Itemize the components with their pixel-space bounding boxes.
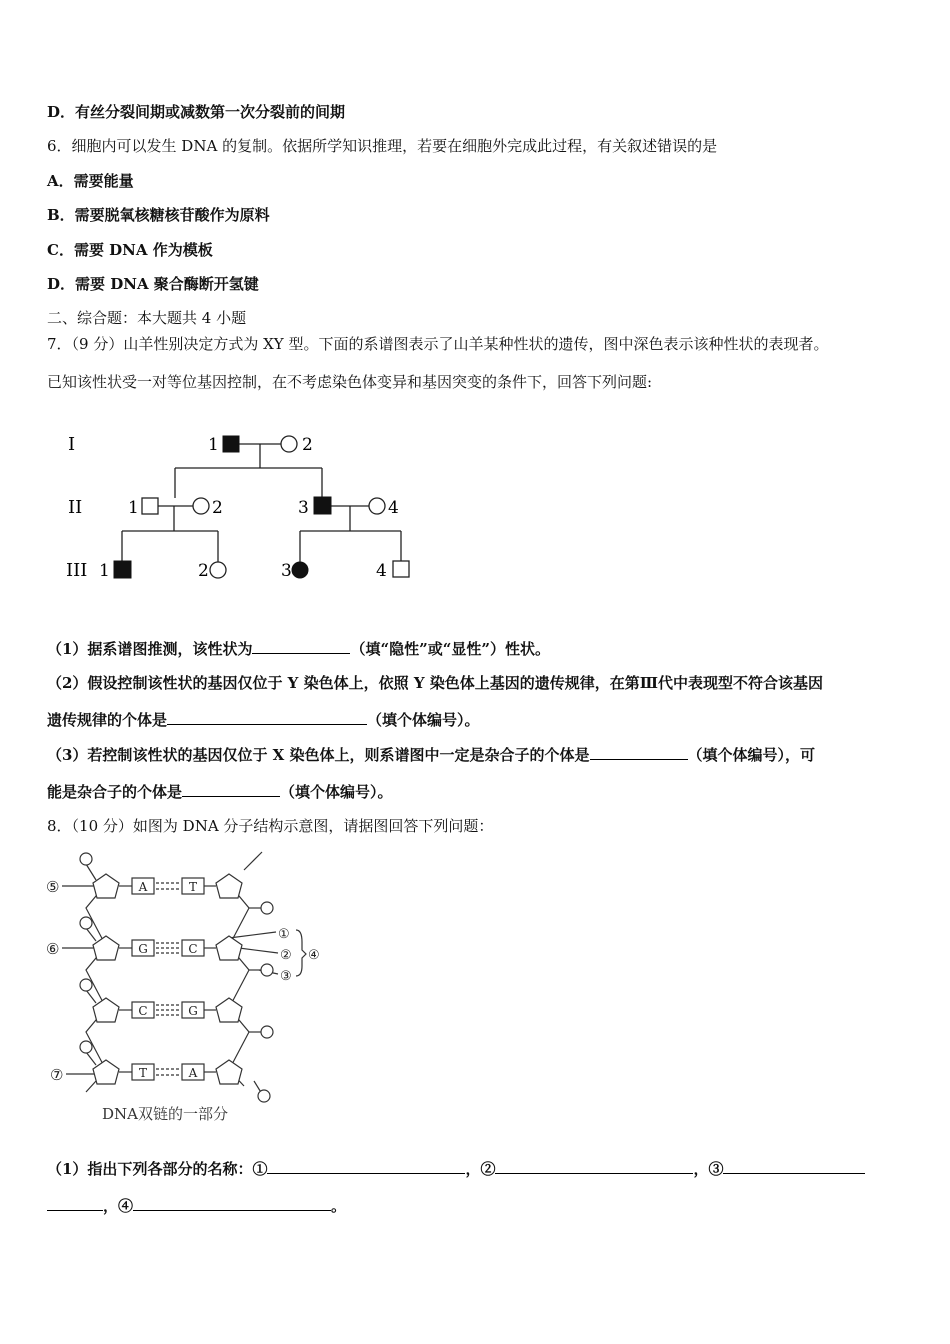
sugar-left-2 (93, 936, 119, 960)
III-3-affected-female (292, 562, 308, 578)
phosphate-right-1 (261, 902, 273, 914)
q6-option-b: B．需要脱氧核糖核苷酸作为原料 (47, 206, 270, 224)
marker-1: ① (278, 927, 290, 942)
marker-3: ③ (280, 969, 292, 984)
III-2-female (210, 562, 226, 578)
base-label-a: A (138, 880, 148, 894)
III-3-label: 3 (281, 561, 292, 581)
base-label-c: C (138, 1004, 148, 1018)
phosphate-right-3 (261, 1026, 273, 1038)
phosphate-left-2 (80, 917, 92, 929)
q7-sub1-text: （1）据系谱图推测，该性状为 (47, 640, 253, 658)
sugar-left-4 (93, 1060, 119, 1084)
gen-label-i: I (68, 434, 76, 455)
diagram-caption: DNA双链的一部分 (102, 1105, 228, 1123)
II-4-female (369, 498, 385, 514)
III-1-label: 1 (99, 561, 110, 581)
q5-option-d: D．有丝分裂间期或减数第一次分裂前的间期 (47, 103, 346, 121)
q7-sub3-mid: （填个体编号），可 (687, 746, 816, 764)
sugar-right-1 (216, 874, 242, 898)
q7-sub2-line2 (47, 709, 480, 730)
marker-5: ⑤ (46, 878, 60, 896)
q8-stem: 8．（10 分）如图为 DNA 分子结构示意图，请据图回答下列问题： (47, 817, 494, 835)
q7-sub1-tail: （填“隐性”或“显性”）性状。 (350, 640, 550, 658)
marker-4: ④ (308, 948, 320, 963)
pedigree-chart (55, 420, 425, 595)
marker-2: ② (280, 948, 292, 963)
gen-label-ii: II (68, 497, 83, 518)
q8-sep-4: ，④ (103, 1197, 134, 1215)
marker-6: ⑥ (46, 940, 60, 958)
phosphate-right-4 (258, 1090, 270, 1102)
III-2-label: 2 (198, 561, 209, 581)
III-4-male (393, 561, 409, 577)
base-label-a: A (188, 1066, 198, 1080)
marker-7: ⑦ (50, 1066, 64, 1084)
dna-structure-diagram (44, 846, 334, 1128)
q6-option-a: A．需要能量 (47, 172, 134, 190)
II-2-label: 2 (212, 498, 223, 518)
answer-blank-1[interactable] (267, 1158, 465, 1174)
q7-sub1 (47, 638, 550, 659)
III-4-label: 4 (376, 561, 387, 581)
base-label-g: G (188, 1004, 198, 1018)
I-1-affected-male (223, 436, 239, 452)
phosphate-left-3 (80, 979, 92, 991)
I-2-female (281, 436, 297, 452)
q7-sub3-line2 (47, 781, 393, 802)
I-2-label: 2 (302, 435, 313, 455)
q8-sub1-text: （1）指出下列各部分的名称：① (47, 1160, 268, 1178)
sugar-left-1 (93, 874, 119, 898)
q8-sep-2: ，② (465, 1160, 496, 1178)
answer-blank[interactable] (590, 744, 688, 760)
answer-blank[interactable] (167, 709, 367, 725)
II-4-label: 4 (388, 498, 399, 518)
phosphate-left-4 (80, 1041, 92, 1053)
II-1-male (142, 498, 158, 514)
answer-blank-2[interactable] (495, 1158, 693, 1174)
q8-end: 。 (331, 1197, 347, 1215)
answer-blank-4[interactable] (133, 1195, 331, 1211)
q6-stem: 6．细胞内可以发生 DNA 的复制。依据所学知识推理，若要在细胞外完成此过程，有关叙述错误的是 (47, 137, 718, 155)
II-1-label: 1 (128, 498, 139, 518)
base-label-t: T (188, 880, 198, 894)
gen-label-iii: III (66, 560, 88, 581)
sugar-left-3 (93, 998, 119, 1022)
section-title: 二、综合题：本大题共 4 小题 (47, 309, 247, 327)
q7-sub3-text: （3）若控制该性状的基因仅位于 X 染色体上，则系谱图中一定是杂合子的个体是 (47, 746, 590, 764)
q7-sub2-tail: （填个体编号）。 (367, 711, 480, 729)
II-3-label: 3 (298, 498, 309, 518)
phosphate-left-1 (80, 853, 92, 865)
sugar-right-3 (216, 998, 242, 1022)
answer-blank-3-cont[interactable] (47, 1195, 103, 1211)
I-1-label: 1 (208, 435, 219, 455)
q6-option-d: D．需要 DNA 聚合酶断开氢键 (47, 275, 259, 293)
q8-sep-3: ，③ (693, 1160, 724, 1178)
II-2-female (193, 498, 209, 514)
q8-sub1-line1 (47, 1158, 865, 1179)
base-label-c: C (188, 942, 198, 956)
answer-blank[interactable] (252, 638, 350, 654)
phosphate-right-2 (261, 964, 273, 976)
base-label-t: T (138, 1066, 148, 1080)
answer-blank-3[interactable] (723, 1158, 865, 1174)
q7-stem-line1: 7．（9 分）山羊性别决定方式为 XY 型。下面的系谱图表示了山羊某种性状的遗传，图中深色表示该种性状的表现者。 (47, 335, 829, 353)
q7-sub3-text2: 能是杂合子的个体是 (47, 783, 183, 801)
q7-stem-line2: 已知该性状受一对等位基因控制，在不考虑染色体变异和基因突变的条件下，回答下列问题: (47, 373, 653, 391)
base-label-g: G (138, 942, 148, 956)
q7-sub2-line1: （2）假设控制该性状的基因仅位于 Y 染色体上，依照 Y 染色体上基因的遗传规律，在第Ⅲ代中表现型不符合该基因 (47, 674, 824, 692)
sugar-right-4 (216, 1060, 242, 1084)
q6-option-c: C．需要 DNA 作为模板 (47, 241, 213, 259)
q8-sub1-line2 (47, 1195, 346, 1216)
III-1-affected-male (114, 561, 131, 578)
q7-sub3-tail: （填个体编号）。 (280, 783, 393, 801)
II-3-affected-male (314, 497, 331, 514)
answer-blank[interactable] (182, 781, 280, 797)
q7-sub3-line1 (47, 744, 815, 765)
sugar-right-2 (216, 936, 242, 960)
q7-sub2-text: 遗传规律的个体是 (47, 711, 168, 729)
